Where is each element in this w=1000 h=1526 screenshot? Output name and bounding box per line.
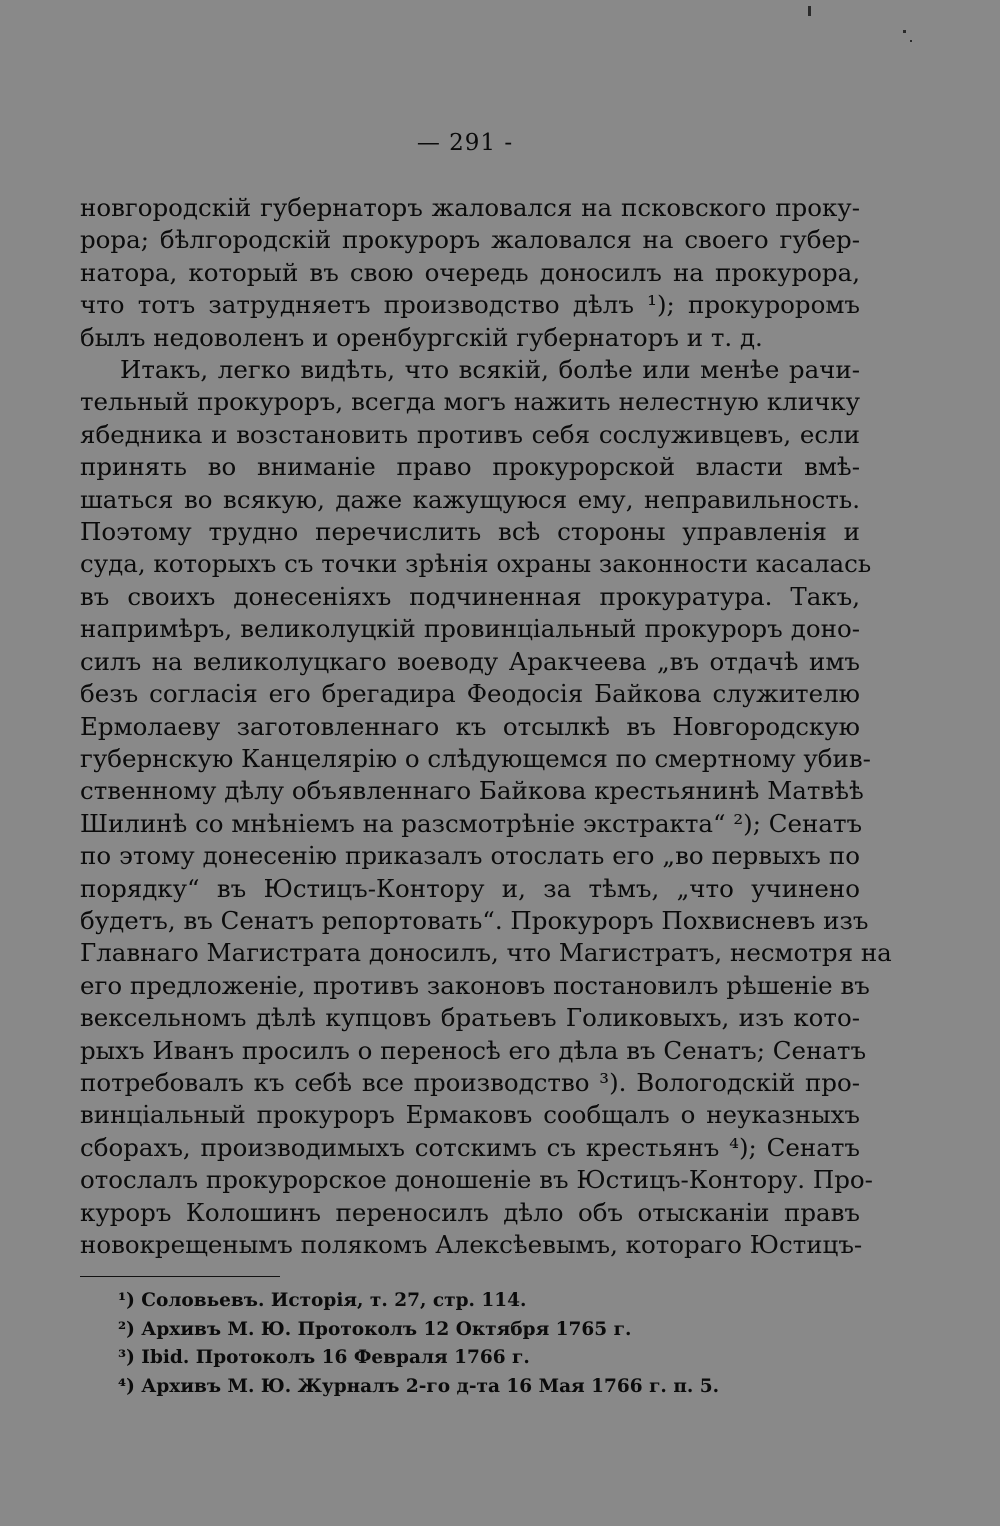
- text-line: по этому донесенію приказалъ отослать его „во первыхъ по: [80, 841, 860, 871]
- text-line: новгородскій губернаторъ жаловался на псковского проку-: [80, 193, 860, 222]
- text-line: Главнаго Магистрата доносилъ, что Магистратъ, несмотря на: [80, 938, 892, 968]
- text-line: Поэтому трудно перечислить всѣ стороны управленія и: [80, 517, 860, 547]
- text-line: что тотъ затрудняетъ производство дѣлъ ¹); прокуроромъ: [80, 290, 860, 320]
- text-line: ябедника и возстановить противъ себя сослуживцевъ, если: [80, 419, 860, 449]
- text-line: потребовалъ къ себѣ все производство ³). Вологодскій про-: [80, 1067, 860, 1097]
- text-line: въ своихъ донесеніяхъ подчиненная прокуратура. Такъ,: [80, 581, 860, 611]
- scan-speck: [903, 30, 906, 33]
- text-line: винціальный прокуроръ Ермаковъ сообщалъ о неуказныхъ: [80, 1100, 860, 1130]
- text-line: новокрещенымъ полякомъ Алексѣевымъ, котораго Юстицъ-: [80, 1230, 863, 1259]
- text-line: шаться во всякую, даже кажущуюся ему, неправильность.: [80, 484, 860, 514]
- text-line: сборахъ, производимыхъ сотскимъ съ крестьянъ ⁴); Сенатъ: [80, 1132, 860, 1162]
- text-line: напримѣръ, великолуцкій провинціальный прокуроръ доно-: [80, 614, 860, 644]
- text-line: принять во вниманіе право прокурорской власти вмѣ-: [80, 452, 860, 482]
- text-line: Шилинѣ со мнѣніемъ на разсмотрѣніе экстракта“ ²); Сенатъ: [80, 808, 863, 838]
- text-line: порядку“ въ Юстицъ-Контору и, за тѣмъ, „что учинено: [80, 873, 860, 903]
- body-text: [80, 192, 892, 1261]
- text-line: Ермолаеву заготовленнаго къ отсылкѣ въ Новгородскую: [80, 711, 860, 741]
- text-line: куроръ Колошинъ переносилъ дѣло объ отысканіи правъ: [80, 1197, 860, 1227]
- text-line: вексельномъ дѣлѣ купцовъ братьевъ Голиковыхъ, изъ кото-: [80, 1003, 860, 1033]
- footnote: ⁴) Архивъ М. Ю. Журналъ 2-го д-та 16 Мая 1766 г. п. 5.: [118, 1375, 720, 1397]
- text-line: его предложеніе, противъ законовъ постановилъ рѣшеніе въ: [80, 970, 870, 1000]
- text-line: рора; бѣлгородскій прокуроръ жаловался на своего губер-: [80, 225, 860, 255]
- footnote-divider: [80, 1276, 280, 1277]
- text-line: былъ недоволенъ и оренбургскій губернаторъ и т. д.: [80, 322, 763, 352]
- text-line: Итакъ, легко видѣть, что всякій, болѣе или менѣе рачи-: [120, 355, 860, 385]
- text-line: рыхъ Иванъ просилъ о переносѣ его дѣла въ Сенатъ; Сенатъ: [80, 1035, 867, 1065]
- text-line: суда, которыхъ съ точки зрѣнія охраны законности касалась: [80, 549, 872, 579]
- footnote: ³) Ibid. Протоколъ 16 Февраля 1766 г.: [118, 1347, 530, 1368]
- text-line: губернскую Канцелярію о слѣдующемся по смертному убив-: [80, 743, 871, 773]
- scan-speck: [808, 6, 811, 16]
- text-line: безъ согласія его брегадира Феодосія Байкова служителю: [80, 679, 860, 709]
- text-line: ственному дѣлу объявленнаго Байкова крестьянинѣ Матвѣѣ: [80, 776, 864, 806]
- text-line: силъ на великолуцкаго воеводу Аракчеева „въ отдачѣ имъ: [80, 646, 860, 676]
- footnotes: [118, 1287, 878, 1401]
- text-line: тельный прокуроръ, всегда могъ нажить нелестную кличку: [80, 387, 860, 417]
- footnote: ¹) Соловьевъ. Исторія, т. 27, стр. 114.: [118, 1290, 527, 1311]
- text-line: отослалъ прокурорское доношеніе въ Юстицъ-Контору. Про-: [80, 1165, 873, 1195]
- page-number: — 291 -: [416, 130, 514, 156]
- scan-speck: [910, 40, 912, 42]
- footnote: ²) Архивъ М. Ю. Протоколъ 12 Октября 1765 г.: [118, 1318, 632, 1340]
- text-line: натора, который въ свою очередь доносилъ на прокурора,: [80, 257, 860, 287]
- text-line: будетъ, въ Сенатъ репортовать“. Прокуроръ Похвисневъ изъ: [80, 905, 869, 935]
